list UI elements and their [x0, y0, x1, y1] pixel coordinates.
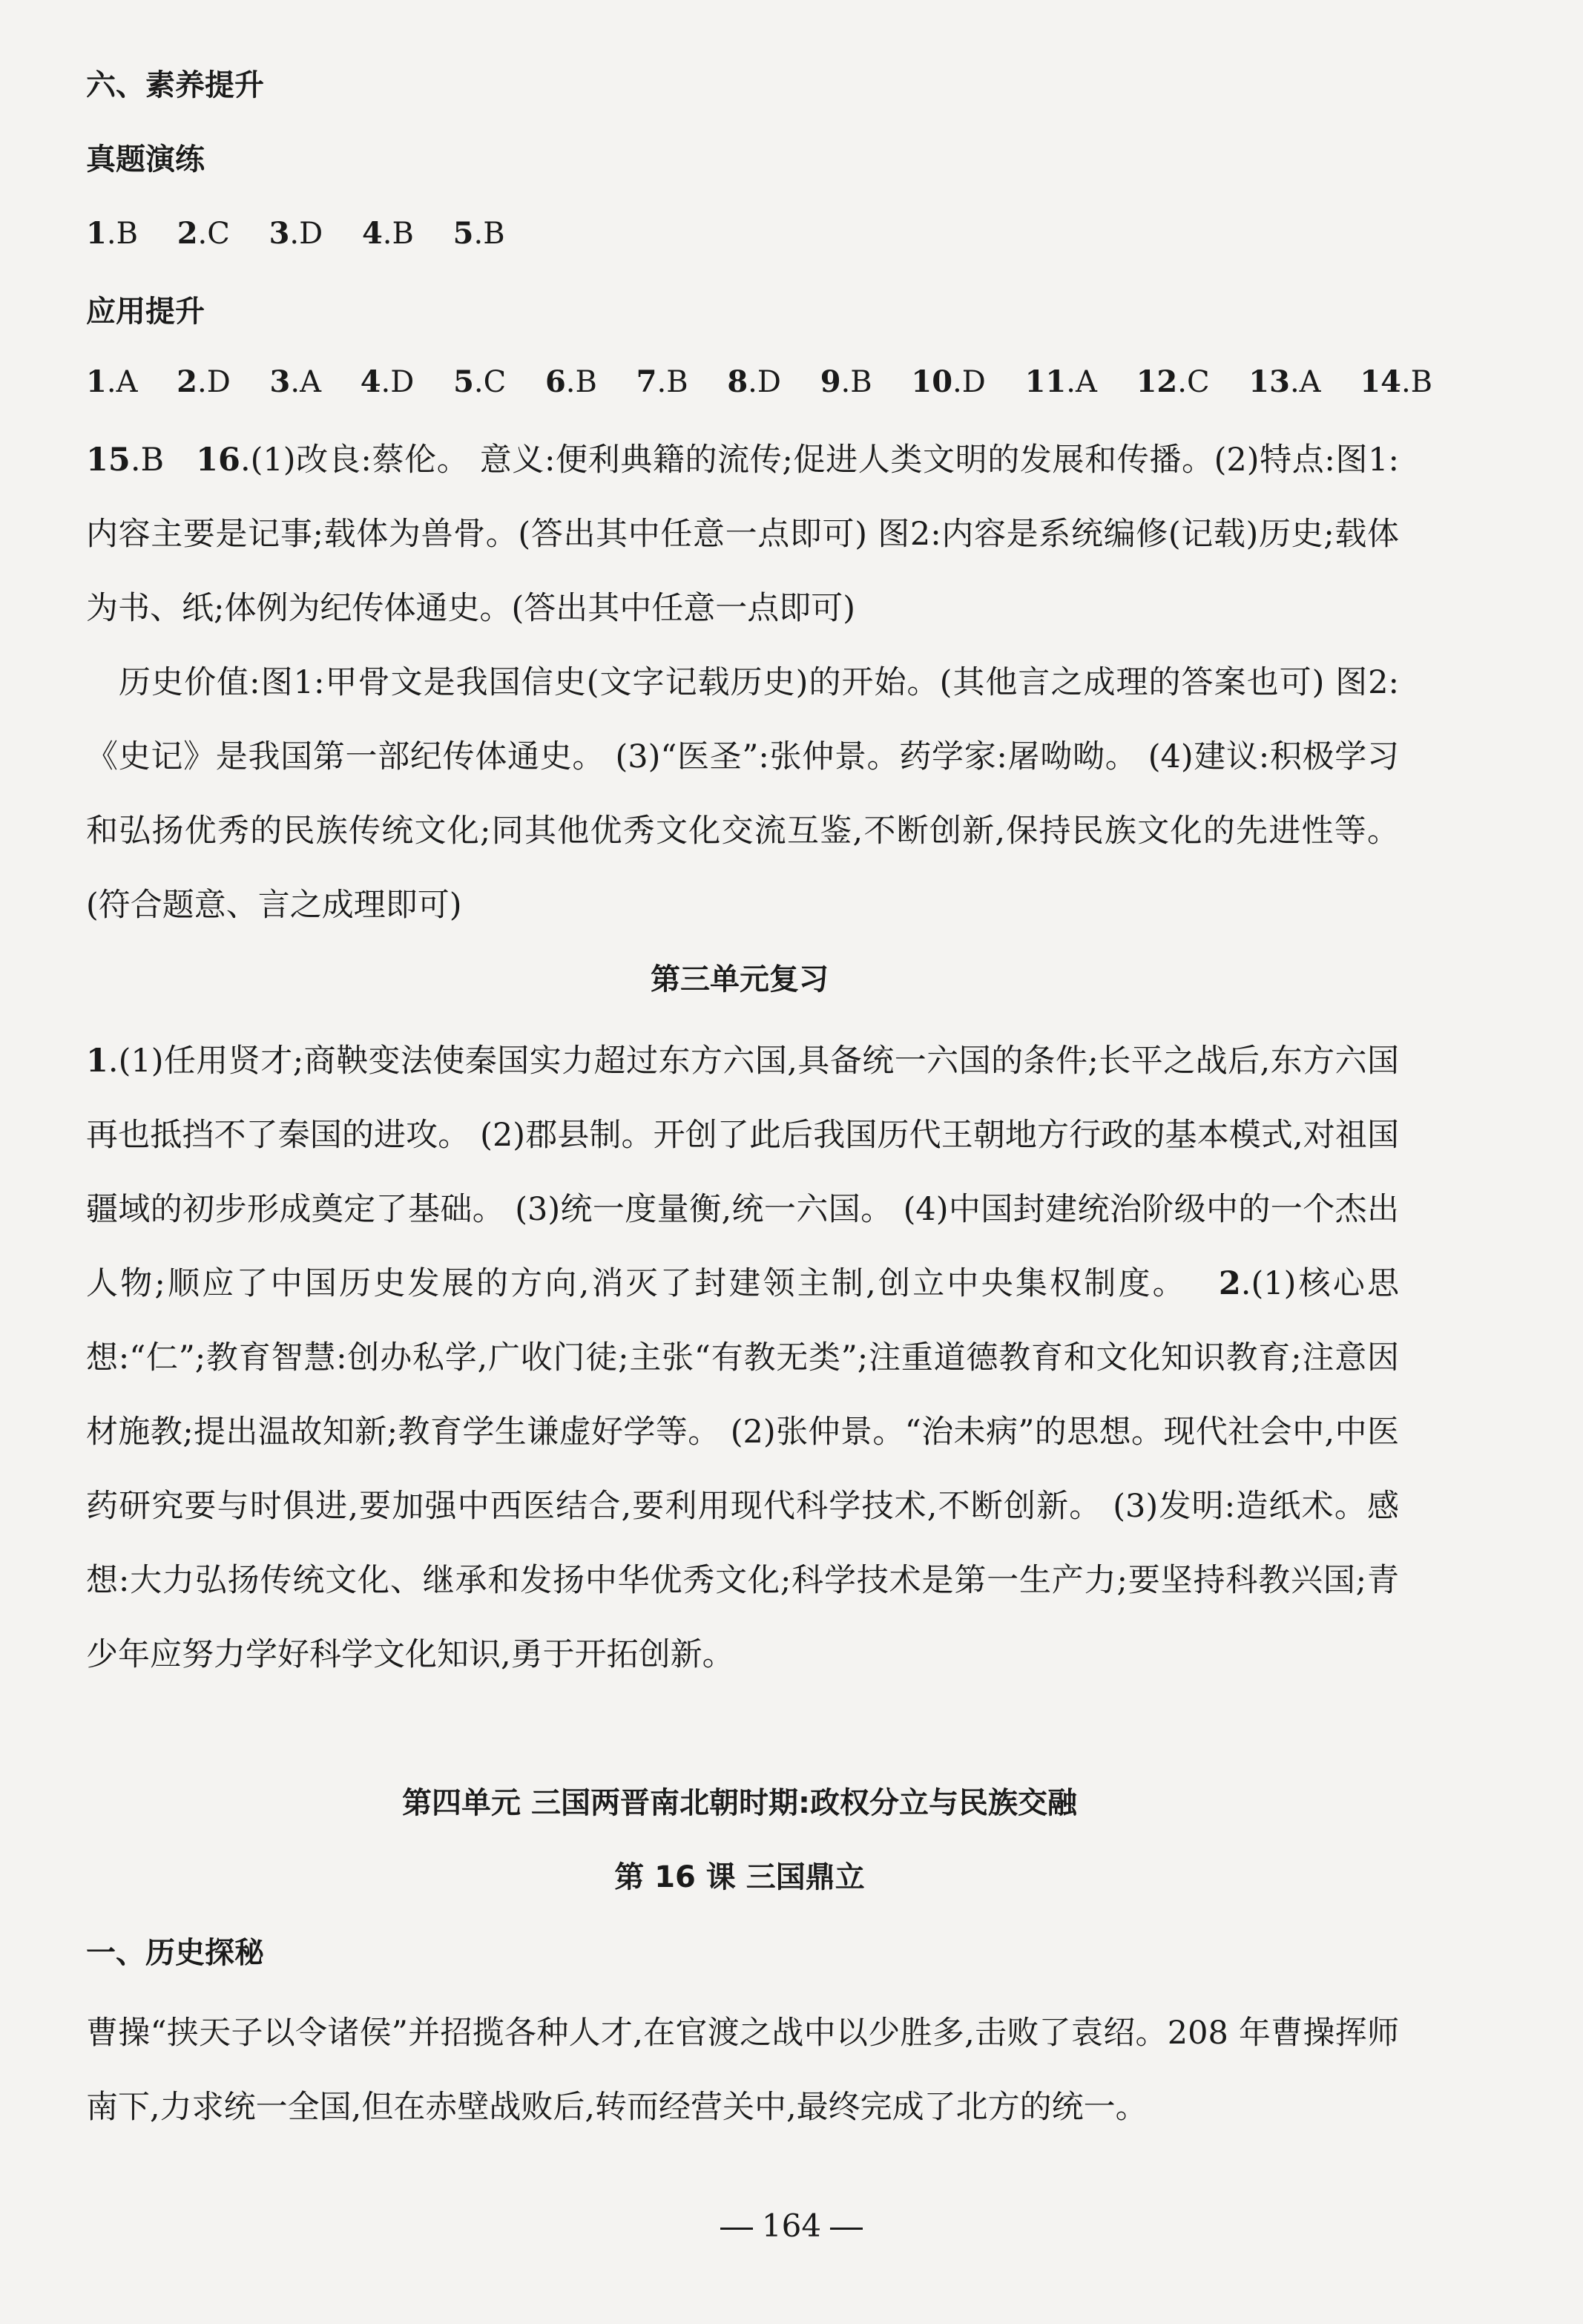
answer-item: 1.A [86, 364, 138, 399]
answer-item: 9.B [820, 364, 872, 399]
answer-item: 3.A [269, 364, 321, 399]
answer-item: 2.D [177, 364, 231, 399]
answer-item: 6.B [544, 364, 597, 399]
answer-item: 2.C [177, 216, 230, 251]
answer-item: 12.C [1136, 364, 1210, 399]
q16-answer-text: (1)改良:蔡伦。 意义:便利典籍的流传;促进人类文明的发展和传播。(2)特点:图1:内容主要是记事;载体为兽骨。(答出其中任意一点即可) 图2:内容是系统编修(记载)历史;载体为书、纸;体例为纪传体通史。(答出其中任意一点即可) [86, 442, 1399, 627]
answer-item: 7.B [636, 364, 688, 399]
lesson16-title: 第 16 课 三国鼎立 [614, 1860, 865, 1894]
answer-item: 5.C [453, 364, 507, 399]
yingyong-q15-q16: 15.B 16.(1)改良:蔡伦。 意义:便利典籍的流传;促进人类文明的发展和传播。(2)特点:图1:内容主要是记事;载体为兽骨。(答出其中任意一点即可) 图2:内容是系统编修(记载)历史;载体为书、纸;体例为纪传体通史。(答出其中任意一点即可) 历史价值:图1:甲骨文是我国信史(文字记载历史)的开始。(其他言之成理的答案也可) 图2:《史记》是我国第一部纪传体通史。 (3)“医圣”:张仲景。药学家:屠呦呦。 (4)建议:积极学习和弘扬优秀的民族传统文化;同其他优秀文化交流互鉴,不断创新,保持民族文化的先进性等。(符合题意、言之成理即可) [86, 442, 1399, 924]
section-six-heading: 六、素养提升 [86, 68, 264, 102]
unit3-q1-text: (1)任用贤才;商鞅变法使秦国实力超过东方六国,具备统一六国的条件;长平之战后,东方六国再也抵挡不了秦国的进攻。 (2)郡县制。开创了此后我国历代王朝地方行政的基本模式,对祖国疆域的初步形成奠定了基础。 (3)统一度量衡,统一六国。 (4)中国封建统治阶级中的一个杰出人物;顺应了中国历史发展的方向,消灭了封建领主制,创立中央集权制度。 [86, 1043, 1399, 1302]
answer-item: 1.B [86, 216, 138, 251]
answer-item: 14.B [1360, 364, 1433, 399]
yingyong-answers [86, 364, 1462, 401]
q16-historical-value: 历史价值:图1:甲骨文是我国信史(文字记载历史)的开始。(其他言之成理的答案也可) 图2:《史记》是我国第一部纪传体通史。 (3)“医圣”:张仲景。药学家:屠呦呦。 (4)建议:积极学习和弘扬优秀的民族传统文化;同其他优秀文化交流互鉴,不断创新,保持民族文化的先进性等。(符合题意、言之成理即可) [86, 664, 1399, 924]
answer-item: 8.D [727, 364, 781, 399]
answer-item: 10.D [911, 364, 986, 399]
answer-item: 5.B [452, 216, 505, 251]
history-explore-text: 曹操“挟天子以令诸侯”并招揽各种人才,在官渡之战中以少胜多,击败了袁绍。208 年曹操挥师南下,力求统一全国,但在赤壁战败后,转而经营关中,最终完成了北方的统一。 [86, 2015, 1399, 2126]
unit3-q2-text: (1)核心思想:“仁”;教育智慧:创办私学,广收门徒;主张“有教无类”;注重道德教育和文化知识教育;注意因材施教;提出温故知新;教育学生谦虚好学等。 (2)张仲景。“治未病”的思想。现代社会中,中医药研究要与时俱进,要加强中西医结合,要利用现代科学技术,不断创新。 (3)发明:造纸术。感想:大力弘扬传统文化、继承和发扬中华优秀文化;科学技术是第一生产力;要坚持科教兴国;青少年应努力学好科学文化知识,勇于开拓创新。 [86, 1265, 1399, 1673]
unit3-review-answers: 1.(1)任用贤才;商鞅变法使秦国实力超过东方六国,具备统一六国的条件;长平之战后,东方六国再也抵挡不了秦国的进攻。 (2)郡县制。开创了此后我国历代王朝地方行政的基本模式,对祖国疆域的初步形成奠定了基础。 (3)统一度量衡,统一六国。 (4)中国封建统治阶级中的一个杰出人物;顺应了中国历史发展的方向,消灭了封建领主制,创立中央集权制度。 2.(1)核心思想:“仁”;教育智慧:创办私学,广收门徒;主张“有教无类”;注重道德教育和文化知识教育;注意因材施教;提出温故知新;教育学生谦虚好学等。 (2)张仲景。“治未病”的思想。现代社会中,中医药研究要与时俱进,要加强中西医结合,要利用现代科学技术,不断创新。 (3)发明:造纸术。感想:大力弘扬传统文化、继承和发扬中华优秀文化;科学技术是第一生产力;要坚持科教兴国;青少年应努力学好科学文化知识,勇于开拓创新。 [86, 1043, 1399, 1673]
answer-item: 11.A [1024, 364, 1097, 399]
answer-item: 3.D [269, 216, 323, 251]
answer-item: 4.D [360, 364, 415, 399]
zhenti-answers [86, 215, 535, 252]
answer-item: 4.B [361, 216, 414, 251]
unit3-review-title: 第三单元复习 [651, 962, 829, 997]
yingyong-heading: 应用提升 [86, 295, 205, 329]
page-number: 164 [0, 2208, 1583, 2245]
answer-item: 13.A [1248, 364, 1321, 399]
unit4-title: 第四单元 三国两晋南北朝时期:政权分立与民族交融 [402, 1786, 1077, 1820]
zhenti-heading: 真题演练 [86, 142, 205, 177]
history-explore-heading: 一、历史探秘 [86, 1936, 264, 1970]
